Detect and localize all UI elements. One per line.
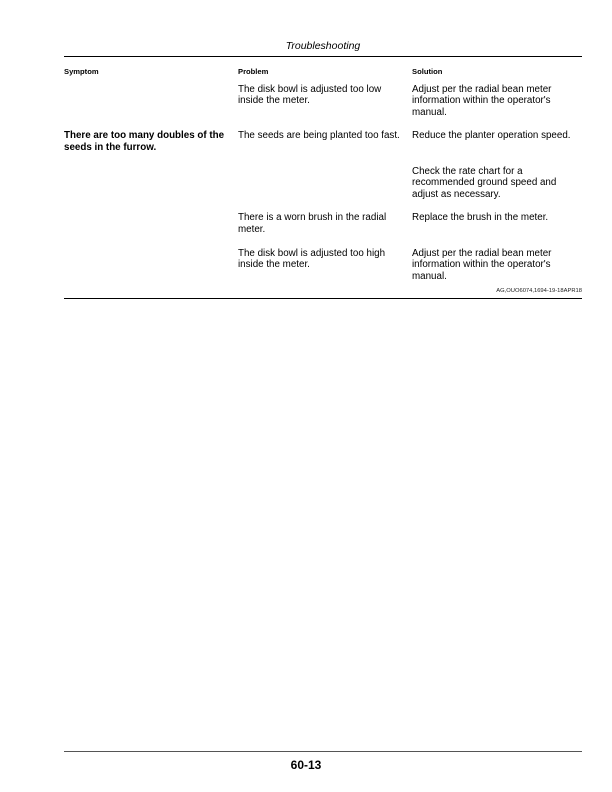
page-header-title: Troubleshooting [285, 40, 361, 52]
footer-divider [64, 751, 582, 752]
table-row [64, 84, 582, 119]
symptom-cell [64, 212, 238, 235]
column-header-solution: Solution [412, 67, 443, 76]
table-row [64, 248, 582, 283]
document-reference-code: AG,OUO6074,1694-19-18APR18 [496, 288, 582, 294]
table-row [64, 130, 582, 153]
solution-cell: Adjust per the radial bean meter information within the operator's manual. [412, 83, 552, 118]
table-header-row [64, 66, 582, 78]
page-number: 60-13 [290, 758, 322, 772]
problem-cell: The disk bowl is adjusted too high inside the meter. [238, 247, 386, 271]
table-row [64, 212, 582, 235]
symptom-cell [64, 84, 238, 119]
header-divider [64, 56, 582, 57]
column-header-symptom: Symptom [64, 67, 99, 76]
table-row [64, 166, 582, 201]
table-bottom-divider [64, 298, 582, 299]
solution-cell: Reduce the planter operation speed. [412, 130, 571, 142]
solution-cell: Check the rate chart for a recommended ground speed and adjust as necessary. [412, 165, 557, 200]
problem-cell [238, 166, 412, 201]
problem-cell: The seeds are being planted too fast. [238, 130, 400, 142]
symptom-cell: There are too many doubles of the seeds in the furrow. [64, 130, 225, 153]
troubleshooting-table [64, 66, 582, 294]
symptom-cell [64, 248, 238, 283]
column-header-problem: Problem [238, 67, 269, 76]
symptom-cell [64, 166, 238, 201]
solution-cell: Adjust per the radial bean meter information within the operator's manual. [412, 247, 552, 282]
problem-cell: The disk bowl is adjusted too low inside the meter. [238, 83, 382, 107]
problem-cell: There is a worn brush in the radial meter. [238, 212, 387, 235]
solution-cell: Replace the brush in the meter. [412, 212, 549, 224]
